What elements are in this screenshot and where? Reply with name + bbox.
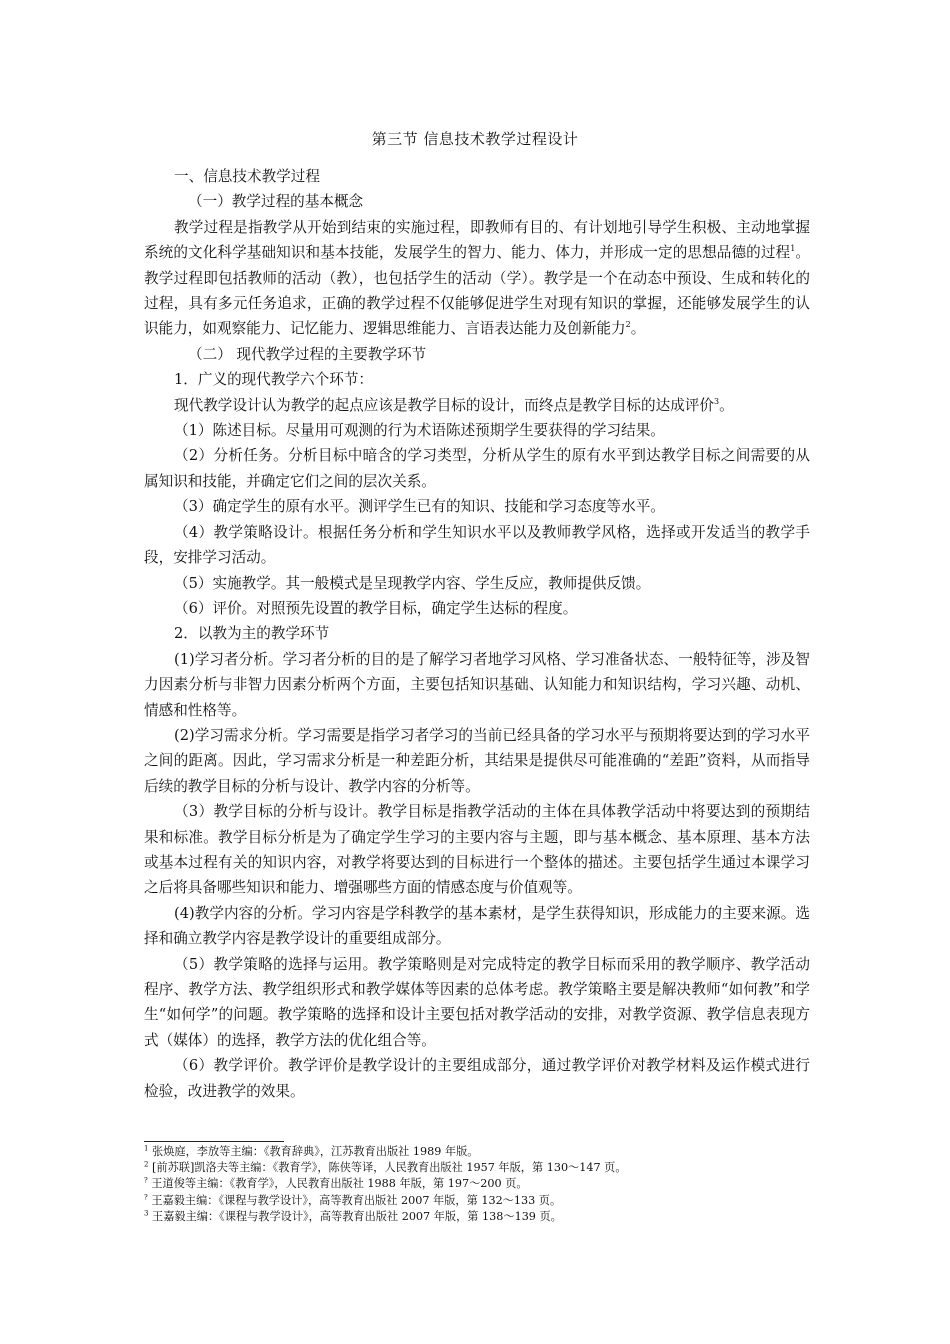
footnote-ref: 3: [713, 396, 720, 406]
list-item: (4)教学内容的分析。学习内容是学科教学的基本素材，是学生获得知识，形成能力的主要来源。选择和确立教学内容是教学设计的重要组成部分。: [144, 904, 810, 948]
footnote: [144, 1193, 810, 1209]
footnote-text: 王嘉毅主编：《课程与教学设计》，高等教育出版社 2007 年版，第 132～133 页。: [151, 1193, 562, 1207]
paragraph-text: 。: [719, 396, 734, 414]
list-item: （1）陈述目标。尽量用可观测的行为术语陈述预期学生要获得的学习结果。: [174, 422, 665, 440]
footnote-mark: 1: [144, 1144, 149, 1153]
list-item: （2）分析任务。分析目标中暗含的学习类型，分析从学生的原有水平到达教学目标之间需要的从属知识和技能，并确定它们之间的层次关系。: [144, 447, 810, 490]
footnote: [144, 1144, 810, 1160]
section-heading: 一、信息技术教学过程: [174, 168, 320, 185]
list-item: （3）教学目标的分析与设计。教学目标是指教学活动的主体在具体教学活动中将要达到的预期结果和标准。教学目标分析是为了确定学生学习的主要内容与主题，即与基本概念、基本原理、基本方法或基本过程有关的知识内容，对教学将要达到的目标进行一个整体的描述。主要包括学生通过本课学习之后将具备哪些知识和能力、增强哪些方面的情感态度与价值观等。: [144, 803, 810, 897]
footnote-text: [前苏联]凯洛夫等主编：《教育学》，陈侠等译，人民教育出版社 1957 年版，第 130～147 页。: [152, 1161, 627, 1175]
footnote-text: 张焕庭，李放等主编：《教育辞典》，江苏教育出版社 1989 年版。: [152, 1145, 479, 1158]
list-item: （5）教学策略的选择与运用。教学策略则是对完成特定的教学目标而采用的教学顺序、教学活动程序、教学方法、教学组织形式和教学媒体等因素的总体考虑。教学策略主要是解决教师“如何教”和学生“如何学”的问题。教学策略的选择和设计主要包括对教学活动的安排，对教学资源、教学信息表现方式（媒体）的选择，教学方法的优化组合等。: [144, 955, 810, 1049]
footnote-divider: [144, 1141, 284, 1142]
footnote-mark: 2: [144, 1160, 149, 1169]
list-heading: 1．广义的现代教学六个环节：: [174, 371, 374, 389]
list-item: (2)学习需求分析。学习需要是指学习者学习的当前已经具备的学习水平与预期将要达到的学习水平之间的距离。因此，学习需求分析是一种差距分析，其结果是提供尽可能准确的“差距”资料，从而指导后续的教学目标的分析与设计、教学内容的分析等。: [144, 726, 810, 795]
paragraph-text: 。教学过程即包括教师的活动（教），也包括学生的活动（学）。教学是一个在动态中预设、生成和转化的过程，具有多元任务追求，正确的教学过程不仅能够促进学生对现有知识的掌握，还能够发展学生的认识能力，如观察能力、记忆能力、逻辑思维能力、言语表达能力及创新能力: [144, 244, 810, 338]
footnote-mark: ?: [144, 1176, 148, 1185]
list-item: （6）教学评价。教学评价是教学设计的主要组成部分，通过教学评价对教学材料及运作模式进行检验，改进教学的效果。: [144, 1057, 810, 1100]
list-item: （6）评价。对照预先设置的教学目标，确定学生达标的程度。: [174, 599, 578, 617]
paragraph: [144, 215, 810, 342]
subsection-heading: （一）教学过程的基本概念: [188, 193, 364, 211]
list-item: （4）教学策略设计。根据任务分析和学生知识水平以及教师教学风格，选择或开发适当的教学手段，安排学习活动。: [144, 523, 810, 567]
footnote-text: 王道俊等主编：《教育学》，人民教育出版社 1988 年版，第 197～200 页。: [151, 1177, 528, 1191]
paragraph-text: 。: [630, 320, 646, 338]
footnotes: [144, 1144, 810, 1225]
list-heading: 2．以教为主的教学环节: [174, 625, 330, 643]
page-title: 第三节 信息技术教学过程设计: [371, 130, 579, 148]
subsection-heading: （二） 现代教学过程的主要教学环节: [188, 345, 427, 363]
paragraph-text: 教学过程是指教学从开始到结束的实施过程，即教师有目的、有计划地引导学生积极、主动地掌握系统的文化科学基础知识和基本技能，发展学生的智力、能力、体力，并形成一定的思想品德的过程: [144, 218, 810, 262]
list-item: （5）实施教学。其一般模式是呈现教学内容、学生反应，教师提供反馈。: [174, 574, 651, 592]
list-item: （3）确定学生的原有水平。测评学生已有的知识、技能和学习态度等水平。: [174, 498, 665, 516]
footnote-ref: 1: [790, 244, 796, 254]
footnote-mark: ?: [144, 1192, 148, 1201]
footnote-mark: 3: [144, 1209, 149, 1218]
list-item: (1)学习者分析。学习者分析的目的是了解学习者地学习风格、学习准备状态、一般特征等，涉及智力因素分析与非智力因素分析两个方面，主要包括知识基础、认知能力和知识结构，学习兴趣、动机、情感和性格等。: [144, 650, 810, 719]
paragraph: [144, 393, 810, 418]
footnote: [144, 1160, 810, 1176]
paragraph-text: 现代教学设计认为教学的起点应该是教学目标的设计，而终点是教学目标的达成评价: [174, 396, 714, 414]
footnote: [144, 1209, 810, 1225]
footnote: [144, 1176, 810, 1192]
footnote-ref: 2: [625, 320, 631, 330]
footnote-text: 王嘉毅主编：《课程与教学设计》，高等教育出版社 2007 年版，第 138～139 页。: [152, 1209, 562, 1223]
document-body: [144, 164, 810, 1104]
